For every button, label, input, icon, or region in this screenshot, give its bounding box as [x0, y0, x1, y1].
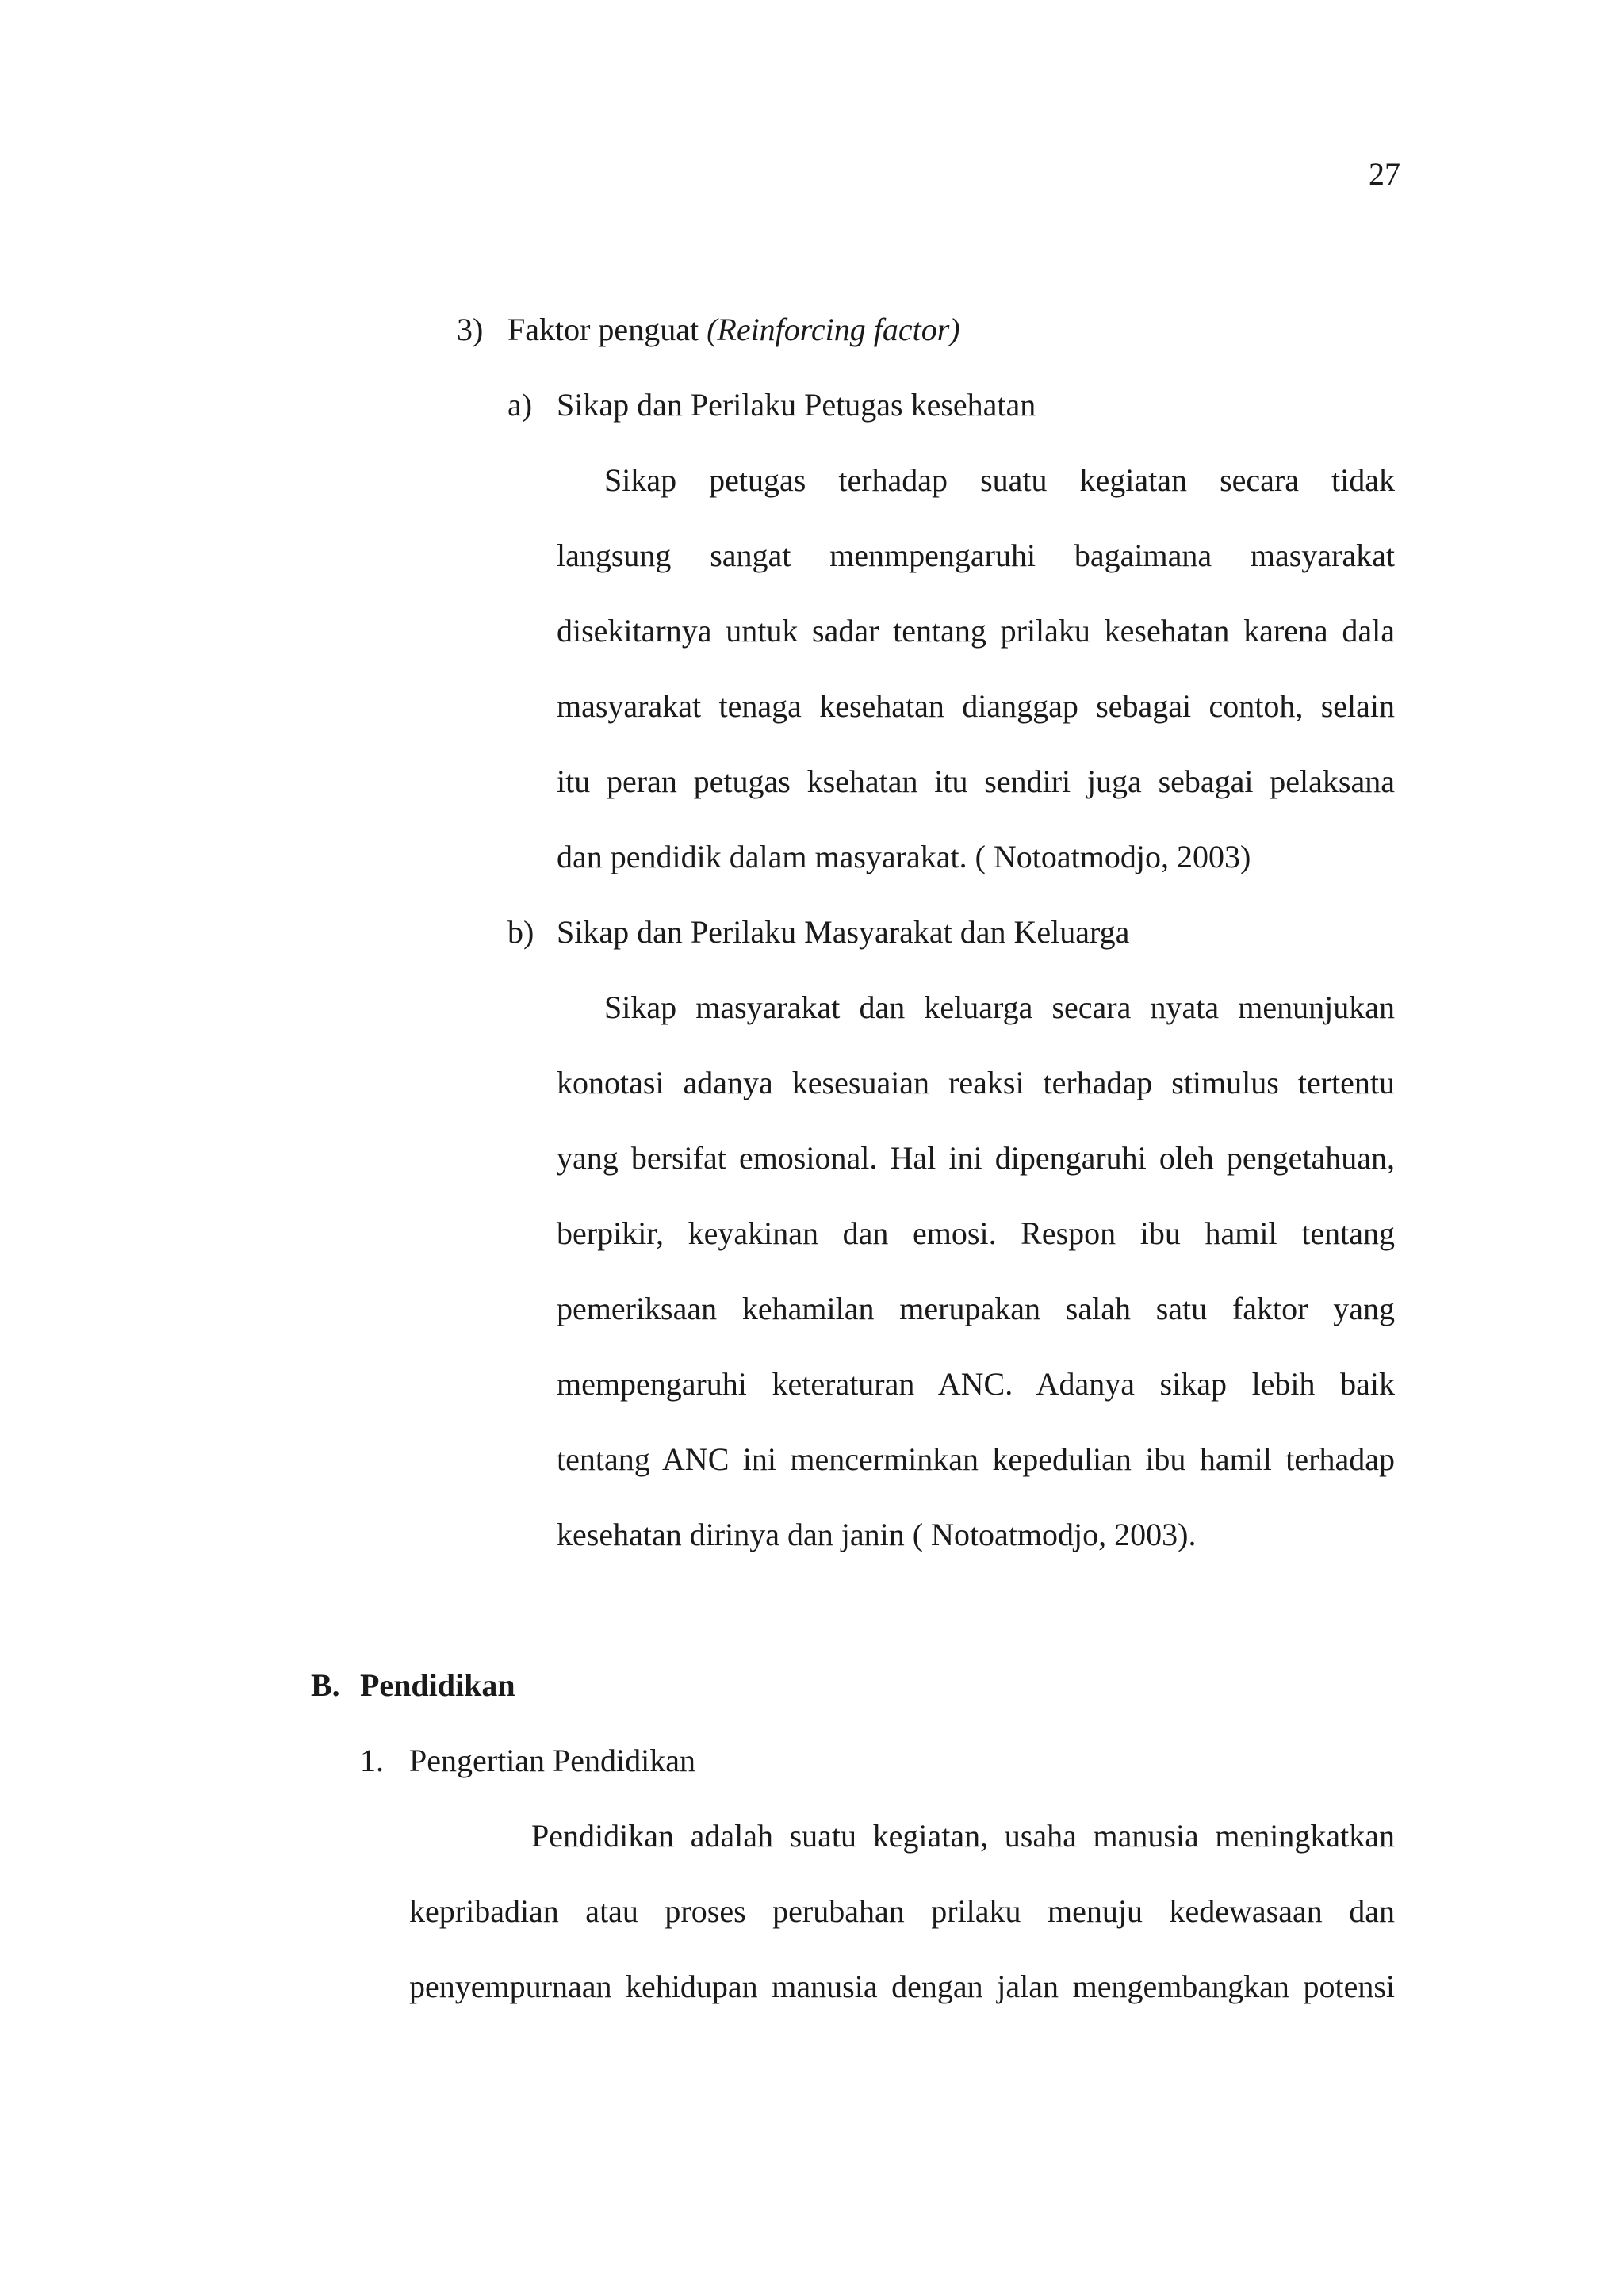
item-a-line-1: Sikap petugas terhadap suatu kegiatan secara tidak — [604, 462, 1395, 498]
section-3-title: Faktor penguat — [508, 312, 707, 347]
item-b-line-4: berpikir, keyakinan dan emosi. Respon ibu hamil tentang — [557, 1215, 1395, 1251]
item-b-line-7: tentang ANC ini mencerminkan kepedulian ibu hamil terhadap — [557, 1441, 1395, 1477]
item-b-title: Sikap dan Perilaku Masyarakat dan Keluarga — [557, 914, 1130, 950]
subsection-1-line-3: penyempurnaan kehidupan manusia dengan jalan mengembangkan potensi — [409, 1969, 1395, 2004]
item-b-line-5: pemeriksaan kehamilan merupakan salah satu faktor yang — [557, 1291, 1395, 1326]
item-b-line-3: yang bersifat emosional. Hal ini dipengaruhi oleh pengetahuan, — [557, 1140, 1395, 1176]
list-number-3: 3) — [457, 312, 484, 347]
item-a-line-2: langsung sangat menmpengaruhi bagaimana masyarakat — [557, 538, 1395, 573]
item-b-line-1: Sikap masyarakat dan keluarga secara nyata menunjukan — [604, 989, 1395, 1025]
item-a-title: Sikap dan Perilaku Petugas kesehatan — [557, 387, 1036, 423]
subsection-1-line-1: Pendidikan adalah suatu kegiatan, usaha manusia meningkatkan — [531, 1818, 1395, 1854]
item-a-line-3: disekitarnya untuk sadar tentang prilaku kesehatan karena dala — [557, 613, 1395, 649]
list-label-b: b) — [508, 914, 534, 950]
item-a-line-5: itu peran petugas ksehatan itu sendiri juga sebagai pelaksana — [557, 763, 1395, 799]
section-3-heading — [508, 311, 960, 349]
list-label-a: a) — [508, 387, 533, 423]
page-number: 27 — [1369, 156, 1400, 192]
section-b-title: Pendidikan — [360, 1667, 515, 1703]
item-a-line-4: masyarakat tenaga kesehatan dianggap sebagai contoh, selain — [557, 688, 1395, 724]
subsection-1-label: 1. — [360, 1743, 384, 1778]
item-b-line-8: kesehatan dirinya dan janin ( Notoatmodjo, 2003). — [557, 1517, 1197, 1552]
item-a-line-6: dan pendidik dalam masyarakat. ( Notoatmodjo, 2003) — [557, 839, 1251, 874]
section-3-title-italic: (Reinforcing factor) — [707, 312, 960, 347]
subsection-1-title: Pengertian Pendidikan — [409, 1743, 696, 1778]
section-b-label: B. — [311, 1667, 340, 1703]
item-b-line-6: mempengaruhi keteraturan ANC. Adanya sikap lebih baik — [557, 1366, 1395, 1402]
item-b-line-2: konotasi adanya kesesuaian reaksi terhadap stimulus tertentu — [557, 1065, 1395, 1100]
subsection-1-line-2: kepribadian atau proses perubahan prilaku menuju kedewasaan dan — [409, 1893, 1395, 1929]
